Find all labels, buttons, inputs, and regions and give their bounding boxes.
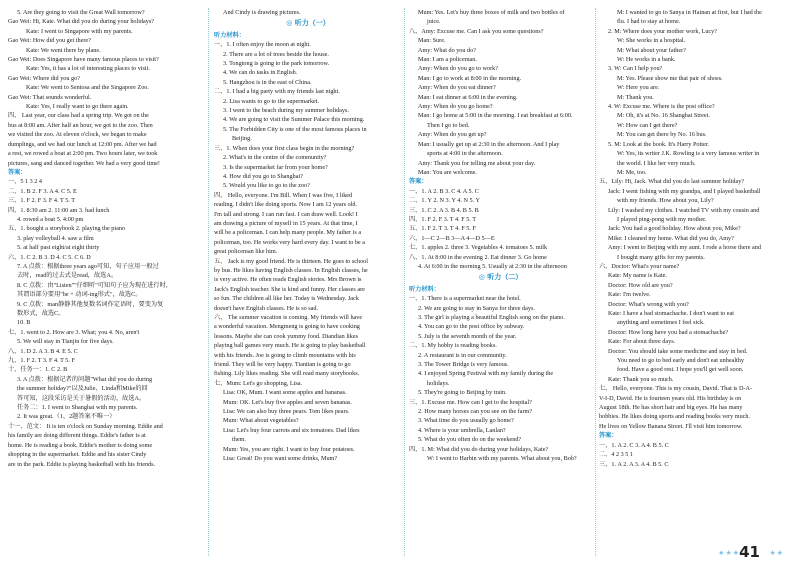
text-line: Amy: When do you go home?	[418, 103, 493, 111]
text-line: Jack: You had a good holiday. How about you, Mike?	[608, 225, 741, 233]
text-line: Gao Wei: Does Singapore have many famous places to visit?	[8, 56, 159, 64]
text-line: W: He works in a bank.	[617, 56, 676, 64]
column-divider	[404, 8, 405, 556]
text-line: 5. We will stay in Tianjin for five days.	[17, 338, 114, 346]
text-line: home. He is reading a book. Eddie's mother is doing some	[8, 441, 153, 449]
text-line: with my friends. How about you, Lily?	[617, 197, 714, 205]
text-line: M: I wanted to go to Sanya in Hainan at first, but I had the	[617, 9, 762, 16]
text-line: You need to go to bed early and don't eat unhealthy	[617, 357, 744, 365]
text-line: them.	[232, 436, 246, 444]
text-line: Man: I go home at 5:00 in the morning. I eat breakfast at 6:00.	[418, 112, 573, 120]
text-line: Doctor: How long have you had a stomachache?	[608, 328, 729, 336]
text-line: Lisa: Great! Do you want some drinks, Mum?	[223, 455, 338, 463]
text-line: 一、1. I often enjoy the moon at night.	[214, 41, 311, 49]
text-line: W: I went to Harbin with my parents. What about you, Bob?	[427, 455, 577, 463]
text-line: Lisa: We can also buy three pears. Tom likes pears.	[223, 408, 350, 416]
text-line: 四、1. M: What did you do during your holidays, Kate?	[409, 445, 549, 453]
text-line: Jack's English teacher. She is kind and funny. Her classes are	[214, 285, 365, 293]
text-line: 10. B	[17, 319, 31, 327]
text-line: 三、1. When does your first class begin in the morning?	[214, 144, 355, 152]
text-line: Gao Wei: Where did you go?	[8, 74, 80, 82]
text-line: M: Thank you.	[617, 93, 654, 101]
text-line: flu. I had to stay at home.	[617, 18, 681, 26]
text-line: 4. We can do tasks in English.	[223, 69, 298, 77]
text-line: 3. What time do you usually go home?	[418, 417, 514, 425]
text-line: Kate: Yes, I really want to go there again.	[26, 103, 129, 111]
text-line: 5. The Forbidden City is one of the most famous places in	[223, 125, 367, 133]
text-line: 四、1. F 2. F 3. T 4. F 5. T	[409, 215, 477, 223]
text-line: a wonderful vacation. Mengmeng is going to have cooking	[214, 323, 360, 331]
text-line: so fun. The children all like her. Today is Wednesday. Jack	[214, 295, 359, 303]
text-line: sports at 4:00 in the afternoon.	[427, 150, 503, 158]
text-line: Man: I am a policeman.	[418, 56, 477, 64]
text-line: Jack: I went fishing with my grandpa, and I played basketball	[608, 187, 761, 195]
text-line: 4. I enjoyed Spring Festival with my family during the	[418, 370, 554, 378]
text-line: 5. They're going to Beijing by train.	[418, 389, 507, 397]
text-line: Mum: Yes, you are right. I want to buy four potatoes.	[223, 445, 355, 453]
text-line: M: What about your father?	[617, 46, 686, 54]
text-line: 九、1. F 2. T 3. F 4. T 5. F	[8, 357, 75, 365]
text-line: 3. A 点拨：根据记者的问题"What did you do during	[17, 375, 153, 383]
text-line: 4. How did you go to Shanghai?	[223, 172, 303, 180]
text-line: Man: I eat dinner at 6:00 in the evening.	[418, 93, 518, 101]
decorative-stars: ★★★	[718, 549, 740, 557]
text-line: 5. Would you like to go to the zoo?	[223, 182, 310, 190]
text-line: we visited the zoo. At eleven o'clock, we began to make	[8, 131, 147, 139]
text-line: playing ball games very much. He is going to play basketball	[214, 342, 366, 350]
text-line: great policeman like him.	[214, 248, 278, 256]
listening-two-header: ◎ 听力（二）	[478, 273, 523, 282]
text-line: Man: Sure.	[418, 37, 446, 45]
text-line: 六、1—C 2—B 3—A 4—D 5—E	[409, 234, 495, 242]
text-line: 七、1. went to 2. How are 3. What; you 4. No, aren't	[8, 328, 140, 336]
text-line: friend. They will be very happy. Tiantian is going to go	[214, 361, 351, 369]
text-line: Doctor: How old are you?	[608, 281, 673, 289]
text-line: a rest, we rowed a boat at 2:00 pm. Two hours later, we took	[8, 150, 158, 158]
text-line: 四、1. 8:30 am 2. 11:00 am 3. had lunch	[8, 206, 110, 214]
text-line: 五、Lily: Hi, Jack. What did you do last summer holiday?	[599, 178, 745, 186]
text-line: 4. You can go to the post office by subway.	[418, 323, 525, 331]
text-line: 2. M: Where does your mother work, Lucy?	[608, 27, 717, 35]
text-line: 3. The girl is playing a beautiful English song on the piano.	[418, 314, 565, 321]
text-line: policeman, too. He works very hard every day. I want to be a	[214, 238, 365, 246]
text-line: 5. at half past eight/at eight thirty	[17, 244, 100, 252]
text-line: 三、1. A 2. A 3. A 4. B 5. C	[599, 460, 669, 468]
text-line: Kate: We went there by plane.	[26, 46, 101, 54]
text-line: 2. A restaurant is in our community.	[418, 351, 507, 359]
text-line: 4. W: Excuse me. Where is the post office?	[608, 103, 715, 111]
text-line: 2. Lisa wants to go to the supermarket.	[223, 97, 320, 105]
col2-intro: And Cindy is drawing pictures.	[223, 9, 301, 16]
column-1	[8, 8, 203, 469]
text-line: I played ping-pong with my mother.	[617, 215, 707, 223]
col3-lines-a	[409, 8, 592, 271]
text-line: Kate: My name is Kate.	[608, 272, 667, 280]
text-line: Lisa: Let's buy four carrots and six tomatoes. Dad likes	[223, 426, 360, 434]
text-line: Lily: I washed my clothes. I watched TV with my cousin and	[608, 206, 760, 214]
text-line: 六、 The summer vacation is coming. My friends will have	[214, 314, 363, 321]
text-line: 答案：	[409, 178, 428, 186]
decorative-stars: ★★	[769, 549, 784, 557]
text-line: 三、1. F 2. F 3. F 4. T 5. T	[8, 197, 76, 205]
text-line: 一、5 1 3 2 4	[8, 178, 43, 186]
text-line: 3. I went to the beach during my summer holidays.	[223, 107, 349, 115]
text-line: M: Oh, it's at No. 16 Shanghai Street.	[617, 112, 710, 120]
text-line: W: Here you are.	[617, 84, 660, 92]
text-line: Then I go to bed.	[427, 121, 470, 129]
text-line: 二、4 2 3 5 1	[599, 451, 634, 459]
text-line: Amy: I went to Beijing with my aunt. I rode a horse there and	[608, 244, 761, 252]
text-line: Man: You are welcome.	[418, 168, 477, 176]
text-line: 五、1. F 2. T 3. T 4. F 5. F	[409, 225, 476, 233]
text-line: W: How can I get there?	[617, 121, 678, 129]
text-line: 七、Mum: Let's go shopping, Lisa.	[214, 379, 303, 387]
text-line: 十一、范文： It is ten o'clock on Sunday morning. Eddie and	[8, 422, 163, 430]
text-line: 数形式，故选C。	[17, 310, 65, 317]
text-line: 一、1. A 2. B 3. C 4. A 5. C	[409, 187, 479, 195]
text-line: is very active. He often reads English stories. Mrs Brown is	[214, 276, 362, 284]
text-line: 四、 Last year, our class had a spring trip. We got on the	[8, 112, 149, 120]
text-line: Amy: Thank you for telling me about your day.	[418, 159, 536, 167]
text-line: fishing. Lily likes reading. She will read many storybooks.	[214, 370, 360, 378]
text-line: 二、1. B 2. F 3. A 4. C 5. E	[8, 187, 77, 195]
text-line: 三、1. Excuse me. How can I get to the hospital?	[409, 398, 532, 406]
text-line: 2. There are a lot of trees beside the house.	[223, 50, 329, 58]
text-line: 六、1. C 2. B 3. D 4. C 5. C 6. D	[8, 253, 91, 261]
text-line: 5. M: Look at the book. It's Harry Potter.	[608, 140, 709, 148]
text-line: 3. play volleyball 4. saw a film	[17, 234, 94, 242]
text-line: bus at 8:00 am. After half an hour, we got to the zoo. Then	[8, 121, 153, 129]
column-2	[214, 8, 402, 464]
text-line: Mike: I cleaned my home. What did you do, Amy?	[608, 234, 734, 242]
text-line: Man: I usually get up at 2:30 in the afternoon. And I play	[418, 140, 560, 148]
text-line: 2. How many horses can you see on the farm?	[418, 408, 533, 416]
text-line: 四、 Hello, everyone. I'm Bill. When I was five, I liked	[214, 191, 353, 199]
text-line: Amy: When do you eat dinner?	[418, 84, 496, 92]
text-line: 一、1. There is a supermarket near the hotel.	[409, 295, 521, 303]
text-line: Kate: For about three days.	[608, 338, 676, 346]
text-line: 二、1. My hobby is reading books.	[409, 342, 497, 350]
text-line: lessons. Maybe she can cook yummy food. Diandian likes	[214, 332, 359, 340]
text-line: Lisa: OK, Mum. I want some apples and bananas.	[223, 389, 347, 397]
text-line: 3. Is the supermarket far from your home?	[223, 163, 328, 171]
text-line: 答案：	[599, 432, 618, 440]
text-line: holidays.	[427, 379, 450, 387]
text-line: 4. We are going to visit the Summer Palace this morning.	[223, 116, 365, 124]
text-line: 七、1. apples 2. three 3. Vegetables 4. tomatoes 5. milk	[409, 244, 548, 252]
text-line: doesn't have English classes. He is so sad.	[214, 304, 319, 312]
text-line: 八、Amy: Excuse me. Can I ask you some questions?	[409, 27, 544, 35]
text-line: 五、1. bought a storybook 2. playing the piano	[8, 225, 126, 233]
text-line: 任务二：1. I went to Shanghai with my parents.	[17, 404, 138, 412]
text-line: Kate: I'm twelve.	[608, 291, 651, 299]
text-line: 9. C 点拨：man静静其他复数名词作定语时，要变为复	[17, 300, 164, 308]
text-line: 4. Where is your umbrella, Lanlan?	[418, 426, 506, 434]
text-line: Amy: What do you do?	[418, 46, 476, 54]
text-line: 5. July is the seventh month of the year.	[418, 332, 517, 340]
text-line: 2. It was great.（1、2题答案不唯一）	[17, 413, 116, 421]
col3-lines-b	[409, 294, 592, 463]
text-line: He lives on Yellow Banana Street. I'll visit him tomorrow.	[599, 422, 743, 430]
page-number: 41	[739, 543, 760, 561]
text-line: August 18th. He has short hair and big eyes. He has many	[599, 404, 743, 412]
text-line: 七、 Hello, everyone. This is my cousin, David. That is D-A-	[599, 385, 753, 393]
text-line: 7. A 点拨：根据three years ago可知，句子应用一般过	[17, 262, 159, 270]
text-line: food. Have a good rest. I hope you'll get well soon.	[617, 366, 744, 374]
text-line: Mum: Yes. Let's buy three boxes of milk and two bottles of	[418, 9, 565, 16]
text-line: the world. I like her very much.	[617, 159, 696, 167]
text-line: Amy: When do you go to work?	[418, 65, 498, 73]
text-line: with his friends. Joe is going to climb mountains with his	[214, 351, 356, 359]
column-3	[409, 8, 592, 464]
text-line: 二、1. I had a big party with my friends last night.	[214, 88, 340, 96]
text-line: 八、1. At 8:00 in the evening 2. Eat dinner 3. Go home	[409, 253, 547, 261]
text-line: 其谓语部分要用"be + 动词-ing形式"，故选C。	[17, 291, 142, 299]
text-line: 3. The Tower Bridge is very famous.	[418, 361, 509, 369]
text-line: 8. C 点拨：由"Listen""仔细听"可知句子应为现在进行时，	[17, 281, 172, 289]
text-line: his family are doing different things. Eddie's father is at	[8, 432, 146, 440]
text-line: I bought many gifts for my parents.	[617, 253, 705, 261]
text-line: shopping in the supermarket. Eddie and his sister Cindy	[8, 451, 147, 459]
text-line: 5. Are they going to visit the Great Wall tomorrow?	[17, 9, 145, 16]
text-line: the summer holiday?"以及Julie、Linda和Mike的回	[17, 385, 148, 393]
text-line: 5. What do you often do on the weekend?	[418, 436, 522, 444]
text-line: Amy: When do you get up?	[418, 131, 487, 139]
listening-material-label: 听力材料：	[214, 31, 245, 39]
text-line: dumplings, and we had our lunch at 12:00 pm. After we had	[8, 140, 157, 148]
text-line: 去时，read的过去式是read，故选A。	[17, 272, 118, 280]
text-line: Doctor: You should take some medicine and stay in bed.	[608, 347, 748, 355]
text-line: Kate: Yes, it has a lot of interesting places to visit.	[26, 65, 150, 73]
text-line: W: She works in a hospital.	[617, 37, 686, 45]
text-line: I'm tall and strong. I can run fast. I can draw well. Look! I	[214, 210, 358, 218]
text-line: will be a policeman. I can help many people. My father is a	[214, 229, 362, 237]
text-line: by bus. He likes having English classes. In English classes, he	[214, 266, 368, 274]
column-4	[599, 8, 789, 469]
text-line: M: Me, too.	[617, 168, 647, 176]
text-line: Man: I go to work at 8:00 in the morning.	[418, 74, 522, 82]
text-line: 3. W: Can I help you?	[608, 65, 663, 73]
text-line: hobbies. He likes doing sports and reading books very much.	[599, 413, 751, 421]
text-line: W: Yes, its writer J.K. Rowling is a very famous writer in	[617, 150, 760, 158]
text-line: are in the park. Eddie is playing basketball with his friends.	[8, 460, 156, 468]
text-line: 4. rowed a boat 5. 4:00 pm	[17, 215, 84, 223]
column-divider	[208, 8, 209, 556]
text-line: Gao Wei: Hi, Kate. What did you do during your holidays?	[8, 18, 155, 26]
text-line: 三、1. C 2. A 3. B 4. B 5. B	[409, 206, 479, 214]
text-line: 答案：	[8, 168, 27, 176]
text-line: pictures, sang and danced together. We had a very good time!	[8, 159, 160, 167]
text-line: am drawing a picture of myself in 15 years. At that time, I	[214, 219, 358, 227]
text-line: Kate: I went to Singapore with my parents.	[26, 27, 133, 35]
text-line: Kate: I have a bad stomachache. I don't want to eat	[608, 310, 735, 317]
text-line: Gao Wei: How did you get there?	[8, 37, 91, 45]
text-line: 五、 Jack is my good friend. He is thirteen. He goes to school	[214, 257, 368, 265]
listening-one-header: ◎ 听力（一）	[286, 19, 330, 28]
text-line: Doctor: What's wrong with you?	[608, 300, 689, 308]
listening-material-label: 听力材料：	[409, 285, 440, 293]
text-line: Kate: Thank you so much.	[608, 375, 674, 383]
text-line: Beijing.	[232, 135, 252, 143]
text-line: 5. Hangzhou is in the east of China.	[223, 78, 312, 86]
text-line: juice.	[427, 18, 441, 26]
text-line: 4. At 6:00 in the morning 5. Usually at 2:30 in the afternoon	[418, 262, 567, 270]
text-line: 二、1. Y 2. N 3. Y 4. N 5. Y	[409, 197, 480, 205]
text-line: 答可知，这段采访是关于暑假的活动，故选A。	[17, 394, 146, 402]
text-line: Gao Wei: That sounds wonderful.	[8, 93, 92, 101]
text-line: M: You can get there by No. 16 bus.	[617, 131, 707, 139]
text-line: 2. We are going to stay in Sanya for three days.	[418, 304, 535, 312]
text-line: reading. I didn't like doing sports. Now I am 12 years old.	[214, 201, 358, 209]
text-line: V-I-D, David. He is fourteen years old. His birthday is on	[599, 394, 742, 402]
text-line: Mum: OK. Let's buy five apples and seven bananas.	[223, 398, 352, 406]
text-line: 一、1. A 2. C 3. A 4. B 5. C	[599, 441, 669, 449]
column-divider	[595, 8, 596, 556]
text-line: 2. What's in the centre of the community?	[223, 154, 327, 162]
text-line: Mum: What about vegetables?	[223, 417, 299, 425]
col2-lines	[214, 40, 402, 463]
text-line: 十、任务一：1. C 2. B	[8, 366, 68, 374]
text-line: 八、1. D 2. A 3. B 4. E 5. C	[8, 347, 78, 355]
text-line: anything and sometimes I feel sick.	[617, 319, 705, 327]
text-line: Kate: We went to Sentosa and the Singapore Zoo.	[26, 84, 149, 92]
text-line: 六、Doctor: What's your name?	[599, 262, 680, 270]
text-line: M: Yes. Please show me that pair of shoes.	[617, 74, 723, 82]
text-line: 3. Tongtong is going to the park tomorrow.	[223, 60, 330, 68]
